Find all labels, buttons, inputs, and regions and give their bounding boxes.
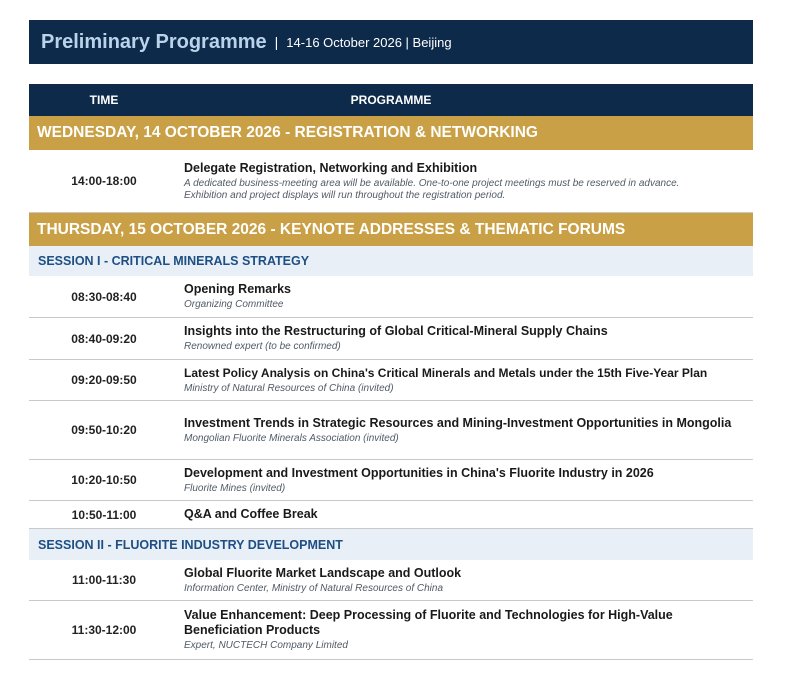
event-dates-location: 14-16 October 2026 | Beijing (286, 34, 452, 50)
row-time: 11:30-12:00 (71, 623, 137, 637)
row-programme (179, 416, 753, 445)
row-programme (179, 366, 753, 395)
row-title: Q&A and Coffee Break (184, 507, 318, 521)
row-description: Information Center, Ministry of Natural Resources of China (184, 582, 443, 594)
table-row (29, 401, 753, 460)
header-programme: PROGRAMME (350, 93, 432, 107)
row-time: 11:00-11:30 (71, 573, 137, 587)
row-title: Development and Investment Opportunities in China's Fluorite Industry in 2026 (184, 465, 654, 480)
row-title: Insights into the Restructuring of Global Critical-Mineral Supply Chains (184, 324, 608, 338)
row-title: Opening Remarks (184, 282, 291, 296)
row-time: 10:50-11:00 (71, 507, 137, 522)
row-programme (179, 608, 753, 652)
row-description: Renowned expert (to be confirmed) (184, 341, 341, 352)
table-row (29, 150, 753, 213)
row-description-extra: Exhibition and project displays will run throughout the registration period. (184, 189, 506, 201)
title-separator: | (274, 34, 279, 50)
table-row (29, 276, 753, 318)
header-time: TIME (89, 93, 119, 107)
row-programme (179, 161, 753, 202)
row-description: Fluorite Mines (invited) (184, 482, 286, 494)
row-description: Mongolian Fluorite Minerals Association (invited) (184, 432, 399, 444)
row-title: Value Enhancement: Deep Processing of Fluorite and Technologies for High-Value Beneficiation Products (184, 608, 673, 637)
row-programme (179, 282, 753, 311)
row-title: Global Fluorite Market Landscape and Outlook (184, 565, 462, 580)
table-row (29, 560, 753, 601)
table-row (29, 460, 753, 501)
day-header: THURSDAY, 15 OCTOBER 2026 - KEYNOTE ADDRESSES & THEMATIC FORUMS (29, 213, 753, 246)
table-header (29, 84, 753, 116)
programme-banner (29, 20, 753, 64)
row-programme (179, 566, 753, 595)
row-programme (179, 324, 753, 353)
row-title: Delegate Registration, Networking and Exhibition (184, 160, 478, 175)
row-time: 08:30-08:40 (71, 289, 137, 304)
row-time: 09:20-09:50 (71, 373, 137, 387)
session-header: SESSION I - CRITICAL MINERALS STRATEGY (29, 246, 753, 276)
row-time: 14:00-18:00 (71, 174, 137, 188)
day-header: WEDNESDAY, 14 OCTOBER 2026 - REGISTRATION & NETWORKING (29, 116, 753, 150)
row-time: 08:40-09:20 (71, 331, 137, 346)
row-programme (179, 466, 753, 495)
table-row (29, 318, 753, 360)
page-title: Preliminary Programme (41, 30, 267, 53)
row-description: Organizing Committee (184, 299, 284, 310)
programme-document (29, 20, 753, 660)
row-description: A dedicated business-meeting area will be available. One-to-one project meetings must be reserved in advance. (184, 177, 680, 189)
row-title: Investment Trends in Strategic Resources and Mining-Investment Opportunities in Mongolia (184, 415, 732, 430)
row-programme (179, 507, 753, 522)
row-description: Expert, NUCTECH Company Limited (184, 640, 348, 651)
row-time: 10:20-10:50 (71, 473, 137, 487)
table-row (29, 360, 753, 401)
row-title: Latest Policy Analysis on China's Critical Minerals and Metals under the 15th Five-Year Plan (184, 365, 708, 380)
row-time: 09:50-10:20 (71, 423, 137, 437)
session-header: SESSION II - FLUORITE INDUSTRY DEVELOPMENT (29, 529, 753, 560)
row-description: Ministry of Natural Resources of China (invited) (184, 382, 394, 394)
table-row (29, 601, 753, 660)
table-row (29, 501, 753, 529)
